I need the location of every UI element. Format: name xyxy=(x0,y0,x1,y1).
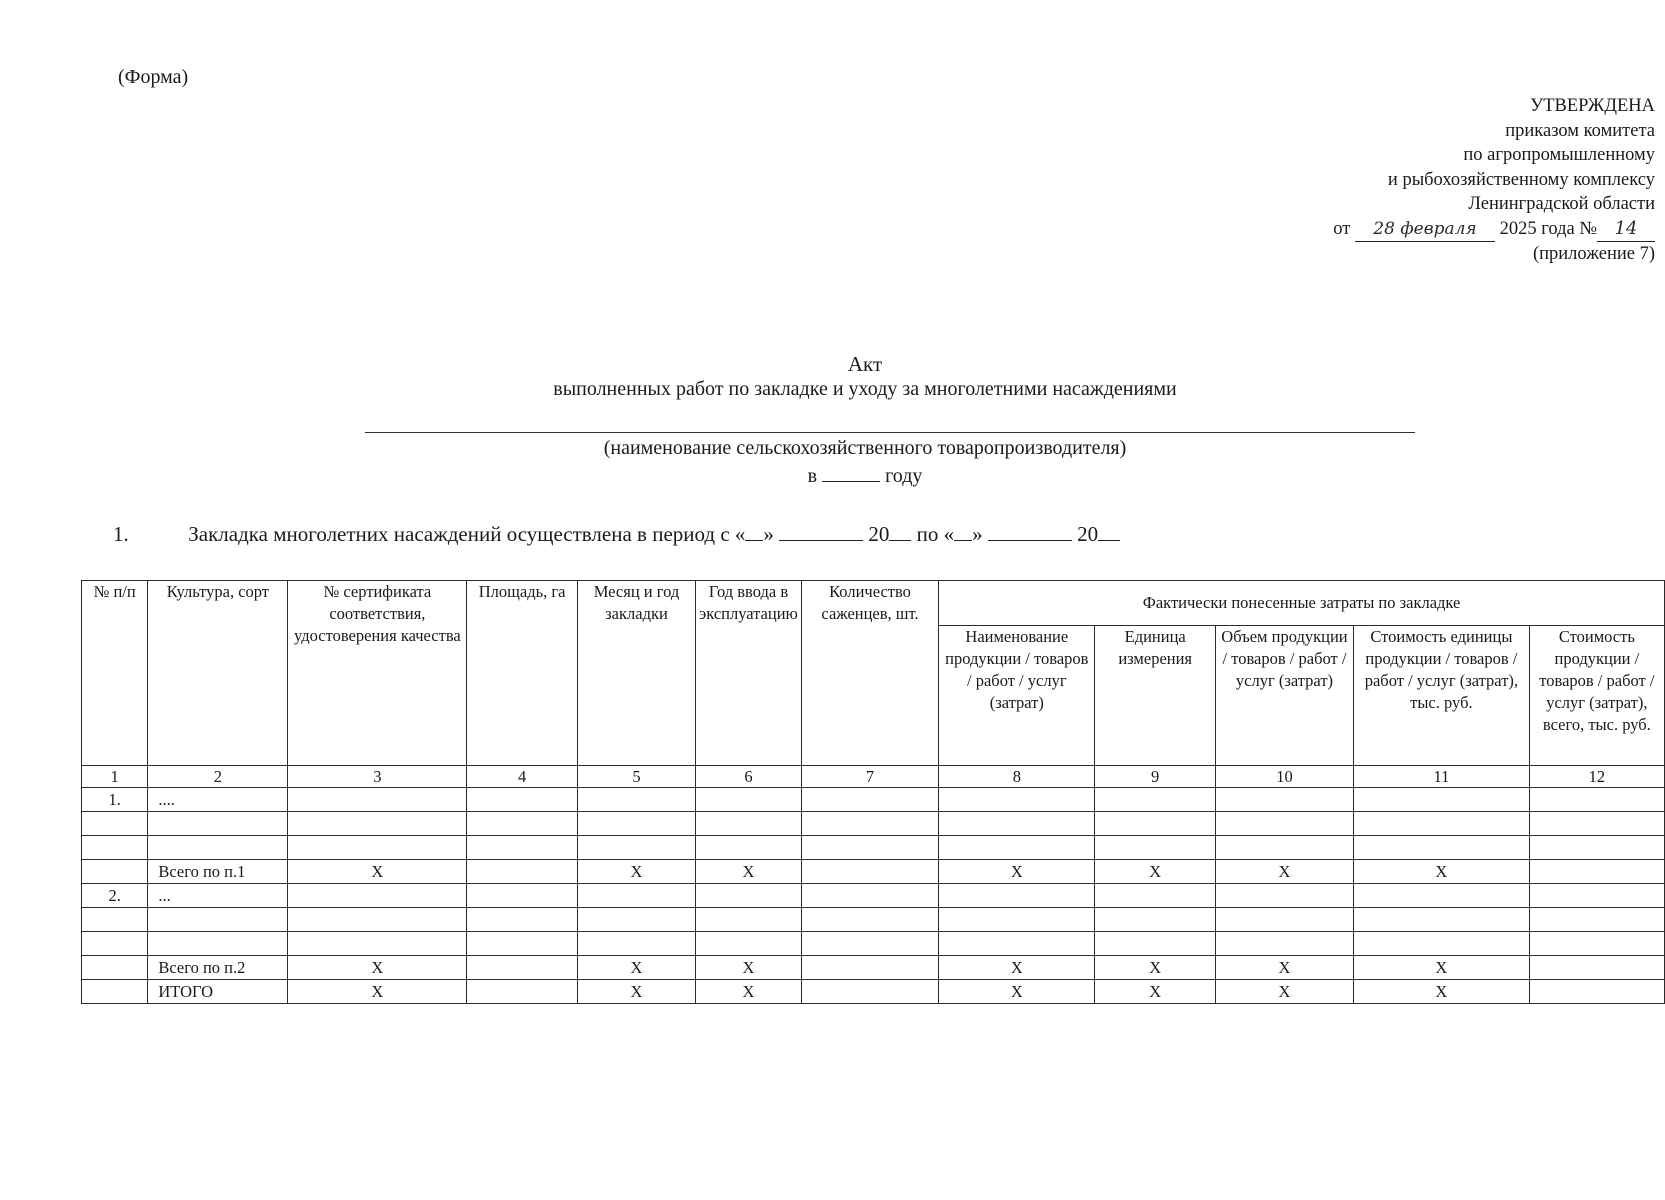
planting-costs-table xyxy=(81,580,1665,1004)
item-1-period xyxy=(113,522,1120,547)
approval-year-text: 2025 года № xyxy=(1499,218,1597,239)
row-placeholder: .... xyxy=(148,788,288,812)
year-prefix-20: 20 xyxy=(1077,522,1099,546)
blank-month xyxy=(779,540,863,541)
col-number: 8 xyxy=(939,766,1095,788)
header-cell: Количество саженцев, шт. xyxy=(801,581,938,766)
col-number: 6 xyxy=(696,766,802,788)
row-placeholder: ... xyxy=(148,884,288,908)
approval-line: по агропромышленному xyxy=(1463,145,1655,165)
col-number: 7 xyxy=(801,766,938,788)
grand-total-label: ИТОГО xyxy=(148,980,288,1004)
header-cell: Площадь, га xyxy=(467,581,577,766)
approval-date-line xyxy=(1333,217,1655,243)
year-blank xyxy=(822,481,880,482)
approval-line: и рыбохозяйственному комплексу xyxy=(1387,169,1655,190)
x-mark: Х xyxy=(1354,980,1530,1004)
approval-line: приказом комитета xyxy=(1505,120,1655,141)
table-row xyxy=(82,812,1665,836)
header-cell: Стоимость единицы продукции / товаров / работ / услуг (затрат), тыс. руб. xyxy=(1354,626,1530,766)
x-mark: Х xyxy=(1354,956,1530,980)
total-label: Всего по п.2 xyxy=(148,956,288,980)
document-title: Акт xyxy=(847,352,883,376)
row-number: 2. xyxy=(82,884,148,908)
col-number: 5 xyxy=(577,766,695,788)
blank-year xyxy=(889,540,911,541)
col-number: 1 xyxy=(82,766,148,788)
x-mark: Х xyxy=(288,860,467,884)
header-cell: № п/п xyxy=(82,581,148,766)
producer-name-line xyxy=(365,432,1415,433)
x-mark: Х xyxy=(939,980,1095,1004)
table-row xyxy=(82,908,1665,932)
col-number: 4 xyxy=(467,766,577,788)
approval-appendix: (приложение 7) xyxy=(1532,244,1655,264)
approval-from: от xyxy=(1333,218,1351,239)
header-cell: Стоимость продукции / товаров / работ / услуг (затрат), всего, тыс. руб. xyxy=(1529,626,1664,766)
x-mark: Х xyxy=(696,980,802,1004)
x-mark: Х xyxy=(696,956,802,980)
x-mark: Х xyxy=(1354,860,1530,884)
col-number: 10 xyxy=(1215,766,1353,788)
header-group-costs: Фактически понесенные затраты по закладке xyxy=(939,581,1665,626)
quote-close: » xyxy=(763,522,774,546)
x-mark: Х xyxy=(577,860,695,884)
col-number: 3 xyxy=(288,766,467,788)
x-mark: Х xyxy=(288,956,467,980)
quote-close: » xyxy=(972,522,983,546)
header-cell: Наименование продукции / товаров / работ / услуг (затрат) xyxy=(939,626,1095,766)
x-mark: Х xyxy=(1095,980,1215,1004)
year-suffix: году xyxy=(885,465,923,487)
table-row xyxy=(82,884,1665,908)
blank-day xyxy=(745,540,763,541)
approval-line: Ленинградской области xyxy=(1468,194,1655,214)
col-number: 2 xyxy=(148,766,288,788)
blank-year xyxy=(1098,540,1120,541)
handwritten-number: 14 xyxy=(1597,217,1655,243)
x-mark: Х xyxy=(288,980,467,1004)
x-mark: Х xyxy=(577,956,695,980)
header-cell: Объем продукции / товаров / работ / услуг (затрат) xyxy=(1215,626,1353,766)
col-number: 11 xyxy=(1354,766,1530,788)
table-row-grand-total xyxy=(82,980,1665,1004)
blank-day xyxy=(954,540,972,541)
header-cell: № сертификата соответствия, удостоверения качества xyxy=(288,581,467,766)
x-mark: Х xyxy=(939,956,1095,980)
x-mark: Х xyxy=(696,860,802,884)
table-row-total-1 xyxy=(82,860,1665,884)
producer-label: (наименование сельскохозяйственного товаропроизводителя) xyxy=(603,437,1127,459)
year-prefix: в xyxy=(807,465,818,487)
table-row xyxy=(82,836,1665,860)
x-mark: Х xyxy=(1215,956,1353,980)
approval-block xyxy=(1333,94,1655,267)
item-text: Закладка многолетних насаждений осуществлена в период с « xyxy=(188,522,746,546)
x-mark: Х xyxy=(1095,956,1215,980)
header-cell: Единица измерения xyxy=(1095,626,1215,766)
document-subtitle: выполненных работ по закладке и уходу за многолетними насаждениями xyxy=(553,378,1177,400)
col-number: 9 xyxy=(1095,766,1215,788)
header-cell: Культура, сорт xyxy=(148,581,288,766)
year-prefix-20: 20 xyxy=(868,522,890,546)
x-mark: Х xyxy=(577,980,695,1004)
header-cell: Год ввода в эксплуатацию xyxy=(696,581,802,766)
x-mark: Х xyxy=(1095,860,1215,884)
to-label: по « xyxy=(916,522,955,546)
approval-line: УТВЕРЖДЕНА xyxy=(1530,96,1655,116)
table-row-total-2 xyxy=(82,956,1665,980)
x-mark: Х xyxy=(1215,980,1353,1004)
blank-month xyxy=(988,540,1072,541)
table-row xyxy=(82,932,1665,956)
col-number: 12 xyxy=(1529,766,1664,788)
header-cell: Месяц и год закладки xyxy=(577,581,695,766)
table-row xyxy=(82,788,1665,812)
x-mark: Х xyxy=(939,860,1095,884)
handwritten-date: 28 февраля xyxy=(1355,217,1495,243)
year-line xyxy=(0,465,1665,488)
item-number: 1. xyxy=(113,522,129,546)
total-label: Всего по п.1 xyxy=(148,860,288,884)
x-mark: Х xyxy=(1215,860,1353,884)
form-label: (Форма) xyxy=(118,66,189,88)
row-number: 1. xyxy=(82,788,148,812)
